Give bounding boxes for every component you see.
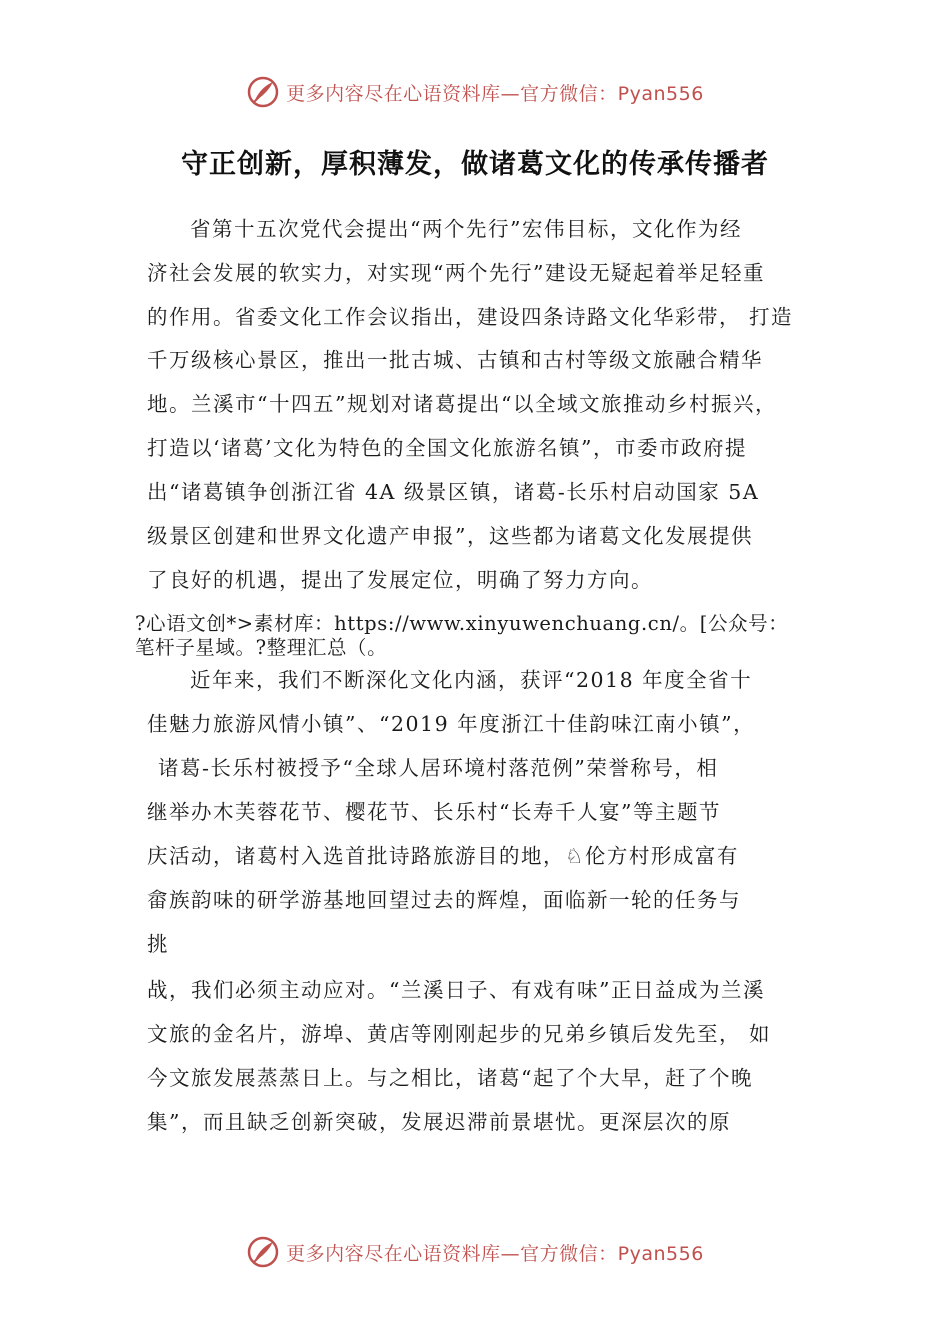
- watermark-text: 更多内容尽在心语资料库—官方微信：Pyan556: [286, 82, 704, 105]
- body-line: 集”，而且缺乏创新突破，发展迟滞前景堪忧。更深层次的原: [147, 1110, 731, 1134]
- header-watermark: [0, 72, 950, 112]
- body-line: 战，我们必须主动应对。“兰溪日子、有戏有味”正日益成为兰溪: [147, 978, 765, 1002]
- document-title: 守正创新，厚积薄发，做诸葛文化的传承传播者: [181, 149, 769, 180]
- body-line: 千万级核心景区，推出一批古城、古镇和古村等级文旅融合精华: [147, 348, 763, 372]
- body-line: 挑: [147, 932, 169, 956]
- body-line: 打造以‘诸葛’文化为特色的全国文化旅游名镇”，市委市政府提: [147, 436, 748, 460]
- body-line: 文旅的金名片，游埠、黄店等刚刚起步的兄弟乡镇后发先至， 如: [147, 1022, 772, 1046]
- body-line: 济社会发展的软实力，对实现“两个先行”建设无疑起着举足轻重: [147, 261, 765, 285]
- source-note-line: ?心语文创*>素材库：https://www.xinyuwenchuang.cn/。[公众号：: [135, 612, 789, 635]
- body-line: 诸葛-长乐村被授予“全球人居环境村落范例”荣誉称号，相: [158, 756, 719, 780]
- quill-seal-icon: [246, 75, 280, 109]
- body-line: 地。兰溪市“十四五”规划对诸葛提出“以全域文旅推动乡村振兴，: [147, 392, 777, 416]
- body-line: 佳魅力旅游风情小镇”、“2019 年度浙江十佳韵味江南小镇”，: [147, 712, 756, 736]
- body-line: 继举办木芙蓉花节、樱花节、长乐村“长寿千人宴”等主题节: [147, 800, 721, 824]
- body-line: 省第十五次党代会提出“两个先行”宏伟目标，文化作为经: [190, 217, 742, 241]
- body-line: 庆活动，诸葛村入选首批诗路旅游目的地，♘伦方村形成富有: [147, 844, 739, 868]
- quill-seal-icon: [246, 1235, 280, 1269]
- body-line: 畲族韵味的研学游基地回望过去的辉煌，面临新一轮的任务与: [147, 888, 741, 912]
- body-line: 出“诸葛镇争创浙江省 4A 级景区镇，诸葛-长乐村启动国家 5A: [147, 480, 760, 504]
- source-note-line: 笔杆子星域。?整理汇总（。: [135, 636, 388, 659]
- body-line: 的作用。省委文化工作会议指出，建设四条诗路文化华彩带， 打造: [147, 305, 794, 329]
- body-line: 近年来，我们不断深化文化内涵，获评“2018 年度全省十: [190, 668, 753, 692]
- footer-watermark: [0, 1232, 950, 1272]
- body-line: 级景区创建和世界文化遗产申报”，这些都为诸葛文化发展提供: [147, 524, 753, 548]
- body-line: 今文旅发展蒸蒸日上。与之相比，诸葛“起了个大早，赶了个晚: [147, 1066, 753, 1090]
- watermark-text: 更多内容尽在心语资料库—官方微信：Pyan556: [286, 1242, 704, 1265]
- body-line: 了良好的机遇，提出了发展定位，明确了努力方向。: [147, 568, 653, 592]
